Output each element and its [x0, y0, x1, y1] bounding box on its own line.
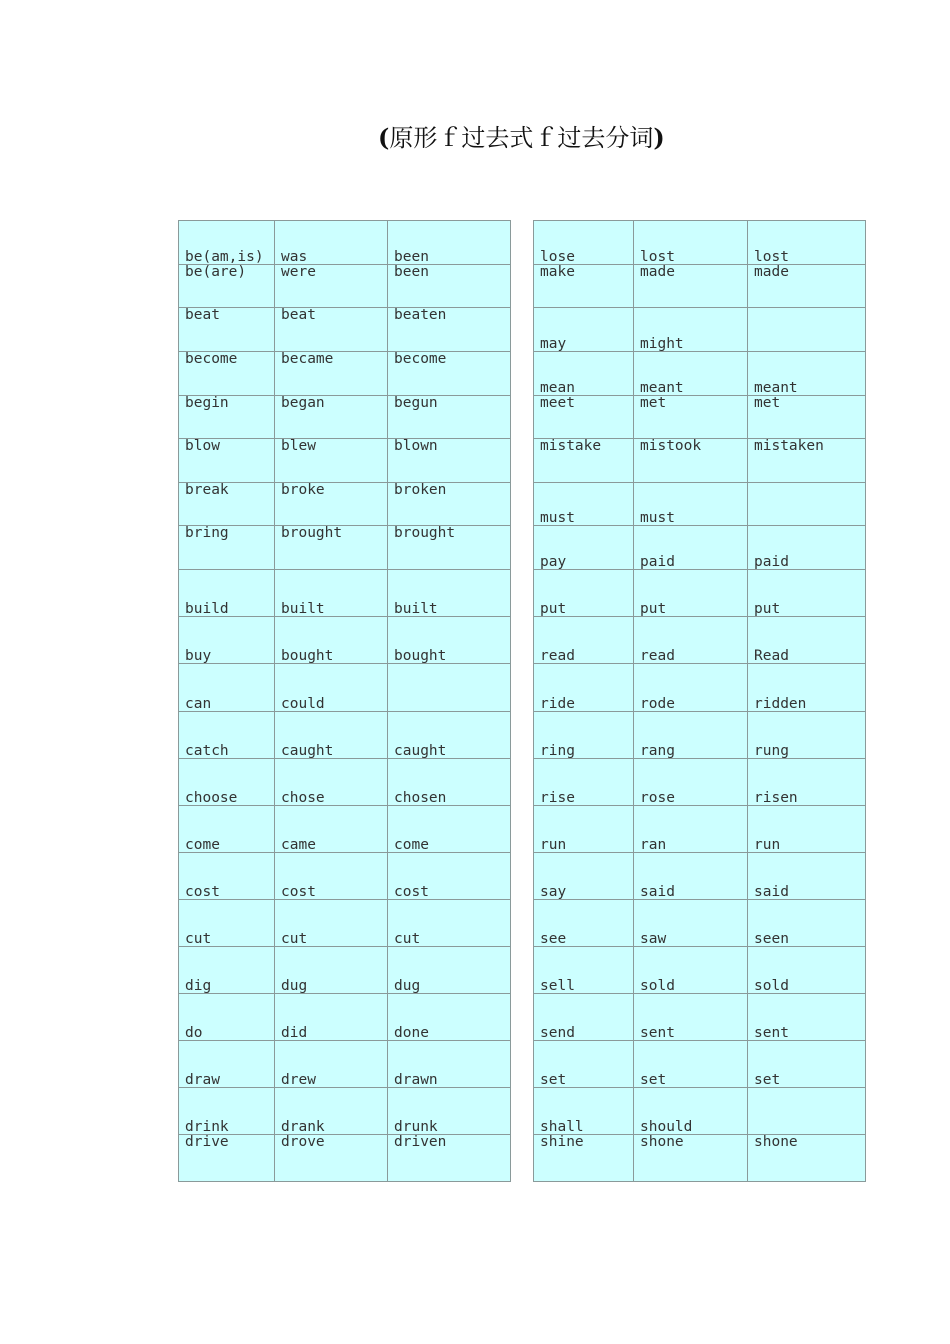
left-past-tense-cell: bought: [275, 617, 388, 664]
right-past-participle-cell: said: [748, 853, 866, 900]
right-past-participle-cell: paid: [748, 526, 866, 570]
left-past-tense-cell: drove: [275, 1135, 388, 1182]
table-row: [179, 617, 511, 664]
left-past-tense-cell: came: [275, 806, 388, 853]
left-base-form-cell: build: [179, 570, 275, 617]
right-past-participle-cell: met: [748, 396, 866, 439]
right-base-form-cell: say: [534, 853, 634, 900]
right-base-form-cell: lose: [534, 221, 634, 265]
right-past-participle-cell: ridden: [748, 664, 866, 712]
table-row: [179, 664, 511, 712]
left-past-tense-cell: chose: [275, 759, 388, 806]
right-past-participle-cell: mistaken: [748, 439, 866, 483]
left-base-form-cell: break: [179, 483, 275, 526]
table-row: [179, 994, 511, 1041]
right-past-participle-cell: made: [748, 265, 866, 308]
right-past-tense-cell: put: [634, 570, 748, 617]
right-past-participle-cell: lost: [748, 221, 866, 265]
left-base-form-cell: draw: [179, 1041, 275, 1088]
table-row: [534, 759, 866, 806]
right-past-participle-cell: run: [748, 806, 866, 853]
right-past-tense-cell: rang: [634, 712, 748, 759]
table-row: [179, 526, 511, 570]
right-past-participle-cell: [748, 483, 866, 526]
left-past-tense-cell: was: [275, 221, 388, 265]
left-past-tense-cell: caught: [275, 712, 388, 759]
right-past-tense-cell: sold: [634, 947, 748, 994]
left-base-form-cell: be(are): [179, 265, 275, 308]
left-past-participle-cell: cut: [388, 900, 511, 947]
table-row: [534, 900, 866, 947]
left-base-form-cell: drink: [179, 1088, 275, 1135]
left-base-form-cell: be(am,is): [179, 221, 275, 265]
right-past-tense-cell: rose: [634, 759, 748, 806]
table-row: [179, 352, 511, 396]
left-base-form-cell: cost: [179, 853, 275, 900]
table-row: [534, 483, 866, 526]
left-past-participle-cell: chosen: [388, 759, 511, 806]
right-base-form-cell: may: [534, 308, 634, 352]
left-base-form-cell: beat: [179, 308, 275, 352]
right-past-tense-cell: must: [634, 483, 748, 526]
title-close-paren: ): [653, 123, 665, 152]
right-past-participle-cell: set: [748, 1041, 866, 1088]
verb-table-left: [178, 220, 511, 1182]
left-past-participle-cell: broken: [388, 483, 511, 526]
right-past-participle-cell: risen: [748, 759, 866, 806]
table-row: [534, 853, 866, 900]
right-past-participle-cell: [748, 1088, 866, 1135]
left-past-tense-cell: became: [275, 352, 388, 396]
table-row: [534, 947, 866, 994]
left-past-tense-cell: began: [275, 396, 388, 439]
table-row: [179, 1135, 511, 1182]
table-row: [179, 900, 511, 947]
right-past-tense-cell: paid: [634, 526, 748, 570]
table-row: [179, 570, 511, 617]
left-past-participle-cell: begun: [388, 396, 511, 439]
table-row: [179, 712, 511, 759]
right-past-tense-cell: sent: [634, 994, 748, 1041]
table-row: [534, 265, 866, 308]
left-base-form-cell: begin: [179, 396, 275, 439]
left-past-tense-cell: broke: [275, 483, 388, 526]
table-row: [179, 221, 511, 265]
right-past-tense-cell: said: [634, 853, 748, 900]
right-past-tense-cell: mistook: [634, 439, 748, 483]
left-past-participle-cell: beaten: [388, 308, 511, 352]
table-row: [179, 308, 511, 352]
right-past-tense-cell: might: [634, 308, 748, 352]
table-row: [179, 759, 511, 806]
left-past-participle-cell: caught: [388, 712, 511, 759]
left-past-tense-cell: dug: [275, 947, 388, 994]
right-base-form-cell: ride: [534, 664, 634, 712]
table-row: [534, 308, 866, 352]
right-base-form-cell: see: [534, 900, 634, 947]
table-row: [534, 1135, 866, 1182]
right-past-participle-cell: sent: [748, 994, 866, 1041]
left-past-participle-cell: been: [388, 265, 511, 308]
verb-table-right: [533, 220, 866, 1182]
table-row: [179, 396, 511, 439]
left-past-participle-cell: come: [388, 806, 511, 853]
left-base-form-cell: can: [179, 664, 275, 712]
right-base-form-cell: put: [534, 570, 634, 617]
left-past-participle-cell: become: [388, 352, 511, 396]
right-past-tense-cell: read: [634, 617, 748, 664]
left-past-participle-cell: blown: [388, 439, 511, 483]
right-base-form-cell: shall: [534, 1088, 634, 1135]
right-past-participle-cell: sold: [748, 947, 866, 994]
left-base-form-cell: catch: [179, 712, 275, 759]
left-base-form-cell: bring: [179, 526, 275, 570]
left-base-form-cell: drive: [179, 1135, 275, 1182]
left-past-participle-cell: cost: [388, 853, 511, 900]
table-row: [534, 1041, 866, 1088]
left-past-tense-cell: cost: [275, 853, 388, 900]
right-base-form-cell: meet: [534, 396, 634, 439]
left-past-participle-cell: done: [388, 994, 511, 1041]
right-base-form-cell: sell: [534, 947, 634, 994]
left-past-participle-cell: drunk: [388, 1088, 511, 1135]
right-base-form-cell: must: [534, 483, 634, 526]
left-base-form-cell: become: [179, 352, 275, 396]
right-past-participle-cell: seen: [748, 900, 866, 947]
table-row: [179, 1088, 511, 1135]
table-row: [534, 439, 866, 483]
left-base-form-cell: choose: [179, 759, 275, 806]
table-row: [179, 806, 511, 853]
left-past-tense-cell: brought: [275, 526, 388, 570]
left-past-tense-cell: beat: [275, 308, 388, 352]
left-past-tense-cell: did: [275, 994, 388, 1041]
table-row: [534, 396, 866, 439]
table-row: [534, 664, 866, 712]
left-base-form-cell: blow: [179, 439, 275, 483]
right-past-tense-cell: lost: [634, 221, 748, 265]
left-past-participle-cell: driven: [388, 1135, 511, 1182]
left-past-tense-cell: built: [275, 570, 388, 617]
right-past-tense-cell: set: [634, 1041, 748, 1088]
table-row: [179, 1041, 511, 1088]
verb-table-right-body: [534, 221, 866, 1182]
title-text: 原形ｆ过去式ｆ过去分词: [389, 124, 654, 152]
table-row: [534, 1088, 866, 1135]
table-row: [179, 947, 511, 994]
left-past-participle-cell: brought: [388, 526, 511, 570]
right-base-form-cell: make: [534, 265, 634, 308]
left-past-participle-cell: been: [388, 221, 511, 265]
right-past-participle-cell: meant: [748, 352, 866, 396]
table-row: [179, 483, 511, 526]
page-title: [378, 118, 665, 153]
left-past-participle-cell: bought: [388, 617, 511, 664]
left-base-form-cell: cut: [179, 900, 275, 947]
table-row: [534, 570, 866, 617]
right-past-tense-cell: rode: [634, 664, 748, 712]
right-base-form-cell: shine: [534, 1135, 634, 1182]
left-past-participle-cell: [388, 664, 511, 712]
right-base-form-cell: mistake: [534, 439, 634, 483]
table-row: [534, 617, 866, 664]
right-past-participle-cell: [748, 308, 866, 352]
left-past-tense-cell: could: [275, 664, 388, 712]
verb-table-left-body: [179, 221, 511, 1182]
right-past-participle-cell: put: [748, 570, 866, 617]
right-past-tense-cell: ran: [634, 806, 748, 853]
left-base-form-cell: dig: [179, 947, 275, 994]
table-row: [534, 526, 866, 570]
right-base-form-cell: ring: [534, 712, 634, 759]
left-base-form-cell: come: [179, 806, 275, 853]
right-past-tense-cell: meant: [634, 352, 748, 396]
left-past-participle-cell: built: [388, 570, 511, 617]
table-row: [179, 265, 511, 308]
table-row: [179, 853, 511, 900]
right-base-form-cell: set: [534, 1041, 634, 1088]
left-past-tense-cell: blew: [275, 439, 388, 483]
left-past-participle-cell: dug: [388, 947, 511, 994]
right-base-form-cell: run: [534, 806, 634, 853]
title-open-paren: (: [378, 123, 390, 152]
left-past-participle-cell: drawn: [388, 1041, 511, 1088]
right-past-participle-cell: rung: [748, 712, 866, 759]
right-past-tense-cell: made: [634, 265, 748, 308]
right-base-form-cell: rise: [534, 759, 634, 806]
table-row: [534, 806, 866, 853]
left-past-tense-cell: drew: [275, 1041, 388, 1088]
left-past-tense-cell: were: [275, 265, 388, 308]
table-row: [534, 352, 866, 396]
right-base-form-cell: send: [534, 994, 634, 1041]
right-past-tense-cell: shone: [634, 1135, 748, 1182]
right-past-tense-cell: saw: [634, 900, 748, 947]
table-row: [179, 439, 511, 483]
right-past-tense-cell: met: [634, 396, 748, 439]
table-row: [534, 994, 866, 1041]
right-past-participle-cell: shone: [748, 1135, 866, 1182]
left-base-form-cell: buy: [179, 617, 275, 664]
right-past-tense-cell: should: [634, 1088, 748, 1135]
left-base-form-cell: do: [179, 994, 275, 1041]
right-base-form-cell: mean: [534, 352, 634, 396]
table-row: [534, 712, 866, 759]
right-past-participle-cell: Read: [748, 617, 866, 664]
table-row: [534, 221, 866, 265]
right-base-form-cell: pay: [534, 526, 634, 570]
right-base-form-cell: read: [534, 617, 634, 664]
left-past-tense-cell: cut: [275, 900, 388, 947]
left-past-tense-cell: drank: [275, 1088, 388, 1135]
